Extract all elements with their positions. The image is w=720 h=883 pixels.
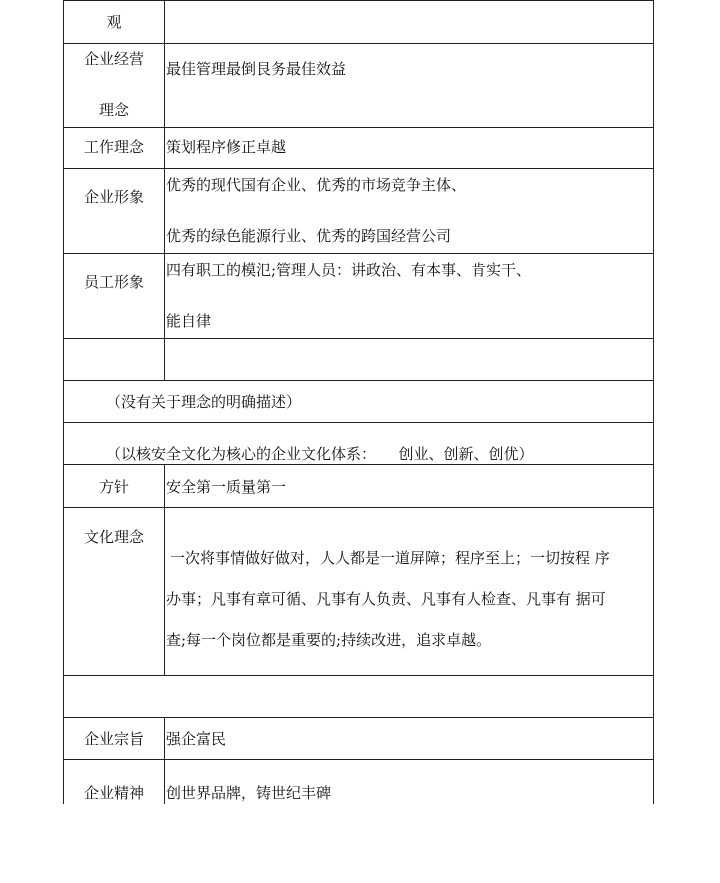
- row-label: 企业精神: [83, 784, 144, 802]
- row-label: 企业宗旨: [83, 730, 144, 748]
- row-value: 优秀的绿色能源行业、优秀的跨国经营公司: [166, 227, 452, 245]
- table-row: [63, 0, 654, 44]
- row-label: 理念: [98, 101, 129, 119]
- row-value: 最佳管理最倒艮务最佳效益: [166, 60, 347, 78]
- row-label-cell: [64, 508, 165, 675]
- row-value: 查;每一个岗位都是重要的;持续改进，追求卓越。: [166, 631, 492, 649]
- row-label: 文化理念: [83, 528, 144, 546]
- row-label-cell: [64, 169, 165, 253]
- row-label: 工作理念: [83, 138, 144, 156]
- row-label: 员工形象: [83, 273, 144, 291]
- row-label-cell: [64, 465, 165, 507]
- note-text: （没有关于理念的明确描述）: [106, 393, 302, 411]
- row-value: 安全第一质量第一: [166, 478, 287, 496]
- table-row: [63, 508, 654, 676]
- row-label-cell: [64, 254, 165, 338]
- table-row: [63, 465, 654, 508]
- row-label: 观: [106, 13, 122, 31]
- table-row: [63, 254, 654, 339]
- table-row: [63, 339, 654, 381]
- row-label-cell: [64, 339, 165, 380]
- row-value: 优秀的现代国有企业、优秀的市场竞争主体、: [166, 176, 467, 194]
- row-label-cell: [64, 128, 165, 168]
- table-row: [63, 169, 654, 254]
- row-label-cell: [64, 760, 165, 804]
- row-value: 策划程序修正卓越: [166, 138, 287, 156]
- row-value: 一次将事情做好做对，人人都是一道屏障；程序至上；一切按程 序: [170, 549, 610, 567]
- table-row: [63, 676, 654, 718]
- row-value: 能自律: [166, 312, 212, 330]
- row-value: 创世界品牌，铸世纪丰碑: [166, 784, 332, 802]
- table-row: [63, 718, 654, 760]
- table-row: [63, 128, 654, 169]
- row-label-cell: [64, 718, 165, 759]
- row-label: 企业形象: [83, 188, 144, 206]
- row-value: 四有职工的模氾;管理人员：讲政治、有本事、肯实干、: [166, 261, 532, 279]
- row-label-cell: [64, 1, 165, 43]
- table-row: [63, 44, 654, 128]
- row-label-cell: [64, 44, 165, 127]
- table-row: [63, 381, 654, 423]
- row-label: 方针: [98, 478, 129, 496]
- note-text: （以核安全文化为核心的企业文化体系： 创业、创新、创优）: [106, 445, 534, 463]
- row-label: 企业经营: [83, 50, 144, 68]
- row-value: 办事；凡事有章可循、凡事有人负责、凡事有人检查、凡事有 据可: [166, 590, 606, 608]
- row-value: 强企富民: [166, 730, 227, 748]
- table-row: [63, 423, 654, 465]
- table-row: [63, 760, 654, 804]
